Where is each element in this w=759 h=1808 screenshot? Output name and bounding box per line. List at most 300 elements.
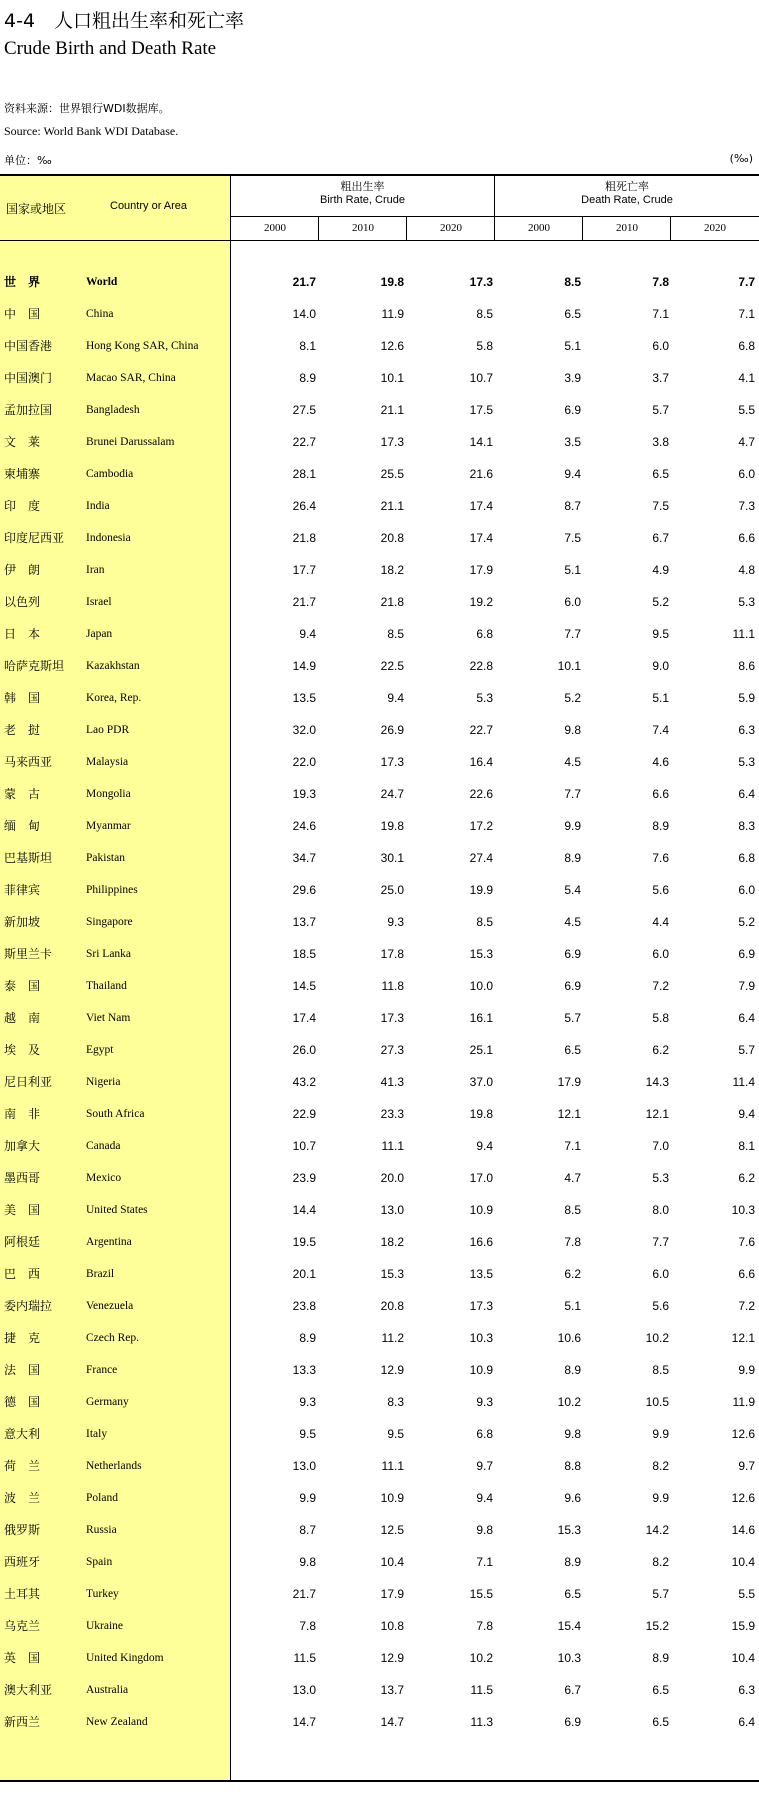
death-rate-cell: 6.4 (738, 1715, 755, 1729)
death-rate-cell: 6.7 (564, 1683, 581, 1697)
birth-rate-cell: 10.9 (469, 1203, 493, 1217)
country-name-en: Japan (86, 628, 113, 640)
table-row (0, 1226, 759, 1258)
birth-rate-cell: 19.8 (380, 275, 404, 289)
death-rate-cell: 7.1 (564, 1139, 581, 1153)
table-row (0, 1386, 759, 1418)
birth-rate-cell: 16.4 (469, 755, 493, 769)
table-row (0, 554, 759, 586)
birth-rate-cell: 11.5 (470, 1683, 493, 1697)
death-rate-cell: 8.7 (564, 499, 581, 513)
birth-rate-cell: 10.1 (380, 371, 404, 385)
source-note-cn: 资料来源：世界银行WDI数据库。 (4, 102, 170, 115)
death-rate-cell: 6.2 (652, 1043, 669, 1057)
country-name-en: Korea, Rep. (86, 692, 142, 704)
birth-rate-cell: 26.9 (380, 723, 404, 737)
birth-rate-cell: 14.1 (469, 435, 493, 449)
country-name-en: Lao PDR (86, 724, 130, 736)
table-row (0, 1546, 759, 1578)
country-name-en: Indonesia (86, 532, 131, 544)
death-rate-cell: 6.5 (564, 1587, 581, 1601)
birth-rate-cell: 17.7 (292, 563, 316, 577)
table-row (0, 746, 759, 778)
death-rate-cell: 6.7 (652, 531, 669, 545)
birth-rate-cell: 17.3 (380, 1011, 404, 1025)
table-row (0, 1258, 759, 1290)
table-row (0, 1034, 759, 1066)
death-rate-cell: 5.2 (564, 691, 581, 705)
death-rate-cell: 11.4 (732, 1075, 755, 1089)
country-name-en: France (86, 1364, 118, 1376)
birth-rate-cell: 17.3 (380, 755, 404, 769)
death-rate-cell: 7.2 (652, 979, 669, 993)
birth-rate-cell: 11.5 (293, 1651, 316, 1665)
death-rate-cell: 7.0 (652, 1139, 669, 1153)
death-rate-cell: 9.4 (738, 1107, 755, 1121)
birth-rate-cell: 17.3 (469, 1299, 493, 1313)
birth-rate-cell: 21.8 (292, 531, 316, 545)
header-birth-rate-en: Birth Rate, Crude (320, 194, 405, 206)
table-row (0, 906, 759, 938)
death-rate-cell: 9.9 (652, 1427, 669, 1441)
death-rate-cell: 9.0 (652, 659, 669, 673)
death-rate-cell: 7.1 (738, 307, 755, 321)
table-row (0, 1418, 759, 1450)
table-row (0, 1610, 759, 1642)
birth-rate-cell: 11.8 (381, 979, 404, 993)
country-name-en: Mongolia (86, 788, 131, 800)
country-name-cn: 阿根廷 (4, 1235, 41, 1249)
death-rate-cell: 10.4 (731, 1555, 755, 1569)
death-rate-cell: 5.8 (652, 1011, 669, 1025)
death-rate-cell: 9.8 (564, 1427, 581, 1441)
country-name-en: Russia (86, 1524, 117, 1536)
birth-rate-cell: 21.7 (292, 595, 316, 609)
country-name-cn: 新西兰 (4, 1715, 41, 1729)
birth-rate-cell: 12.9 (380, 1651, 404, 1665)
birth-rate-cell: 9.4 (299, 627, 316, 641)
birth-rate-cell: 13.7 (380, 1683, 404, 1697)
death-rate-cell: 11.1 (732, 627, 755, 641)
death-rate-cell: 5.9 (738, 691, 755, 705)
death-rate-cell: 10.5 (645, 1395, 669, 1409)
birth-rate-cell: 20.1 (292, 1267, 316, 1281)
birth-rate-cell: 8.9 (299, 371, 316, 385)
birth-rate-cell: 23.8 (292, 1299, 316, 1313)
country-name-cn: 中国澳门 (4, 371, 53, 385)
country-name-en: Hong Kong SAR, China (86, 340, 199, 352)
birth-rate-cell: 17.4 (469, 499, 493, 513)
birth-rate-cell: 19.3 (292, 787, 316, 801)
birth-rate-cell: 19.5 (292, 1235, 316, 1249)
country-name-cn: 老 挝 (4, 723, 41, 737)
birth-rate-cell: 27.4 (469, 851, 493, 865)
table-row (0, 1578, 759, 1610)
country-name-cn: 以色列 (4, 595, 41, 609)
death-rate-cell: 5.5 (738, 403, 755, 417)
birth-rate-cell: 14.9 (292, 659, 316, 673)
death-rate-cell: 17.9 (557, 1075, 581, 1089)
country-name-cn: 意大利 (4, 1427, 41, 1441)
death-rate-cell: 5.1 (652, 691, 669, 705)
birth-rate-cell: 7.8 (299, 1619, 316, 1633)
death-rate-cell: 7.1 (652, 307, 669, 321)
birth-rate-cell: 8.3 (387, 1395, 404, 1409)
header-birth-rate-cn: 粗出生率 (340, 180, 385, 193)
death-rate-cell: 4.7 (564, 1171, 581, 1185)
death-rate-cell: 6.5 (564, 1043, 581, 1057)
death-rate-cell: 7.5 (652, 499, 669, 513)
death-rate-cell: 14.6 (731, 1523, 755, 1537)
death-rate-cell: 7.6 (652, 851, 669, 865)
birth-rate-cell: 25.1 (469, 1043, 493, 1057)
table-row (0, 650, 759, 682)
unit-label: 单位：‰ (4, 154, 52, 167)
birth-rate-cell: 22.8 (469, 659, 493, 673)
death-rate-cell: 9.6 (564, 1491, 581, 1505)
country-name-cn: 世 界 (4, 275, 41, 289)
death-rate-cell: 8.2 (652, 1555, 669, 1569)
country-name-cn: 柬埔寨 (4, 467, 41, 481)
death-rate-cell: 5.2 (652, 595, 669, 609)
death-rate-cell: 5.1 (564, 1299, 581, 1313)
death-rate-cell: 8.5 (564, 1203, 581, 1217)
birth-rate-cell: 15.3 (380, 1267, 404, 1281)
death-rate-cell: 6.0 (652, 947, 669, 961)
birth-rate-cell: 15.5 (469, 1587, 493, 1601)
birth-rate-cell: 9.3 (387, 915, 404, 929)
table-row (0, 714, 759, 746)
death-rate-cell: 7.7 (564, 627, 581, 641)
birth-rate-cell: 11.1 (381, 1139, 404, 1153)
death-rate-cell: 5.6 (652, 883, 669, 897)
death-rate-cell: 7.6 (738, 1235, 755, 1249)
birth-rate-cell: 19.9 (469, 883, 493, 897)
death-rate-cell: 8.6 (738, 659, 755, 673)
death-rate-cell: 7.7 (652, 1235, 669, 1249)
table-row (0, 970, 759, 1002)
birth-rate-cell: 22.7 (469, 723, 493, 737)
death-rate-cell: 4.6 (652, 755, 669, 769)
header-country-en: Country or Area (110, 200, 188, 212)
table-row (0, 842, 759, 874)
year-header: 2000 (528, 222, 550, 234)
death-rate-cell: 6.3 (738, 723, 755, 737)
country-name-cn: 韩 国 (4, 691, 41, 705)
death-rate-cell: 12.1 (557, 1107, 581, 1121)
death-rate-cell: 5.4 (564, 883, 581, 897)
page-title-en: Crude Birth and Death Rate (4, 38, 217, 59)
country-name-en: Viet Nam (86, 1012, 131, 1024)
birth-rate-cell: 19.8 (469, 1107, 493, 1121)
death-rate-cell: 5.7 (652, 1587, 669, 1601)
birth-rate-cell: 10.4 (380, 1555, 404, 1569)
death-rate-cell: 5.7 (564, 1011, 581, 1025)
birth-rate-cell: 18.5 (292, 947, 316, 961)
death-rate-cell: 12.6 (731, 1427, 755, 1441)
death-rate-cell: 4.5 (564, 915, 581, 929)
birth-rate-cell: 8.5 (476, 307, 493, 321)
birth-rate-cell: 6.8 (476, 627, 493, 641)
death-rate-cell: 9.7 (738, 1459, 755, 1473)
death-rate-cell: 9.9 (564, 819, 581, 833)
death-rate-cell: 6.6 (738, 531, 755, 545)
birth-rate-cell: 27.3 (380, 1043, 404, 1057)
death-rate-cell: 9.5 (652, 627, 669, 641)
birth-rate-cell: 11.9 (381, 307, 404, 321)
death-rate-cell: 5.7 (652, 403, 669, 417)
table-row (0, 618, 759, 650)
table-row (0, 458, 759, 490)
birth-rate-cell: 10.8 (380, 1619, 404, 1633)
death-rate-cell: 4.7 (738, 435, 755, 449)
country-name-en: Cambodia (86, 468, 134, 480)
death-rate-cell: 3.7 (652, 371, 669, 385)
birth-rate-cell: 6.8 (476, 1427, 493, 1441)
birth-rate-cell: 26.0 (292, 1043, 316, 1057)
death-rate-cell: 10.3 (731, 1203, 755, 1217)
birth-rate-cell: 11.3 (470, 1715, 493, 1729)
header-birth-rate (231, 178, 494, 206)
birth-rate-cell: 22.6 (469, 787, 493, 801)
death-rate-cell: 6.6 (738, 1267, 755, 1281)
death-rate-cell: 7.7 (564, 787, 581, 801)
death-rate-cell: 14.2 (645, 1523, 669, 1537)
death-rate-cell: 6.6 (652, 787, 669, 801)
country-name-en: World (86, 276, 118, 288)
death-rate-cell: 5.2 (738, 915, 755, 929)
death-rate-cell: 6.9 (564, 1715, 581, 1729)
table-bottom-rule (0, 1780, 759, 1782)
death-rate-cell: 6.0 (564, 595, 581, 609)
death-rate-cell: 7.4 (652, 723, 669, 737)
birth-rate-cell: 22.9 (292, 1107, 316, 1121)
death-rate-cell: 7.7 (738, 275, 755, 289)
birth-rate-cell: 22.5 (380, 659, 404, 673)
death-rate-cell: 5.3 (738, 595, 755, 609)
unit-label-right: (‰) (729, 152, 753, 165)
birth-rate-cell: 14.7 (292, 1715, 316, 1729)
birth-rate-cell: 7.8 (476, 1619, 493, 1633)
country-name-cn: 中国香港 (4, 339, 53, 353)
country-name-cn: 波 兰 (4, 1491, 41, 1505)
birth-rate-cell: 17.3 (469, 275, 493, 289)
table-row (0, 394, 759, 426)
birth-rate-cell: 9.5 (387, 1427, 404, 1441)
country-name-en: Israel (86, 596, 112, 608)
country-name-en: Poland (86, 1492, 118, 1504)
death-rate-cell: 6.9 (564, 403, 581, 417)
country-name-cn: 缅 甸 (4, 819, 41, 833)
table-row (0, 1354, 759, 1386)
death-rate-cell: 5.3 (652, 1171, 669, 1185)
table-row (0, 1482, 759, 1514)
death-rate-cell: 6.9 (564, 947, 581, 961)
birth-rate-cell: 17.3 (380, 435, 404, 449)
table-row (0, 1322, 759, 1354)
header-death-rate-cn: 粗死亡率 (605, 180, 649, 193)
death-rate-cell: 4.4 (652, 915, 669, 929)
birth-rate-cell: 27.5 (292, 403, 316, 417)
table-row (0, 362, 759, 394)
country-name-en: Iran (86, 564, 105, 576)
table-row (0, 874, 759, 906)
birth-rate-cell: 13.0 (380, 1203, 404, 1217)
death-rate-cell: 5.7 (738, 1043, 755, 1057)
country-name-cn: 泰 国 (4, 979, 41, 993)
source-note-en: Source: World Bank WDI Database. (4, 124, 179, 138)
country-name-en: Argentina (86, 1236, 132, 1248)
birth-rate-cell: 20.8 (380, 1299, 404, 1313)
table-row (0, 1066, 759, 1098)
birth-rate-cell: 21.7 (292, 275, 316, 289)
year-header: 2000 (264, 222, 286, 234)
death-rate-cell: 6.0 (738, 467, 755, 481)
country-name-cn: 土耳其 (4, 1587, 41, 1601)
country-name-cn: 乌克兰 (4, 1619, 41, 1633)
country-name-cn: 伊 朗 (4, 563, 41, 577)
birth-rate-cell: 19.8 (380, 819, 404, 833)
birth-rate-cell: 14.7 (380, 1715, 404, 1729)
page-title-cn: 4-4 人口粗出生率和死亡率 (4, 10, 245, 32)
death-rate-cell: 6.0 (652, 1267, 669, 1281)
country-name-en: Sri Lanka (86, 948, 132, 960)
country-name-cn: 荷 兰 (4, 1459, 41, 1473)
country-name-cn: 越 南 (4, 1011, 41, 1025)
country-name-en: Venezuela (86, 1300, 134, 1312)
birth-rate-cell: 9.4 (476, 1491, 493, 1505)
country-name-en: Italy (86, 1428, 108, 1440)
table-row (0, 586, 759, 618)
birth-rate-cell: 5.8 (476, 339, 493, 353)
table-row (0, 938, 759, 970)
death-rate-cell: 5.1 (564, 339, 581, 353)
birth-rate-cell: 23.3 (380, 1107, 404, 1121)
birth-rate-cell: 9.8 (299, 1555, 316, 1569)
death-rate-cell: 3.5 (564, 435, 581, 449)
country-name-cn: 斯里兰卡 (4, 947, 53, 961)
birth-rate-cell: 10.3 (469, 1331, 493, 1345)
country-name-cn: 文 莱 (4, 435, 41, 449)
birth-rate-cell: 8.7 (299, 1523, 316, 1537)
country-name-en: New Zealand (86, 1716, 148, 1728)
table-row (0, 298, 759, 330)
birth-rate-cell: 9.3 (299, 1395, 316, 1409)
death-rate-cell: 3.8 (652, 435, 669, 449)
birth-rate-cell: 10.9 (469, 1363, 493, 1377)
birth-rate-cell: 28.1 (292, 467, 316, 481)
death-rate-cell: 3.9 (564, 371, 581, 385)
death-rate-cell: 10.1 (557, 659, 581, 673)
table-row (0, 490, 759, 522)
birth-rate-cell: 10.7 (292, 1139, 316, 1153)
table-row (0, 522, 759, 554)
data-table (0, 174, 759, 1782)
country-name-en: Nigeria (86, 1076, 121, 1088)
death-rate-cell: 7.8 (652, 275, 669, 289)
death-rate-cell: 8.9 (564, 1555, 581, 1569)
death-rate-cell: 11.9 (732, 1395, 755, 1409)
country-name-en: Philippines (86, 884, 138, 896)
birth-rate-cell: 24.7 (380, 787, 404, 801)
country-name-cn: 巴基斯坦 (4, 851, 53, 865)
death-rate-cell: 15.2 (645, 1619, 669, 1633)
country-name-en: Brunei Darussalam (86, 436, 175, 448)
birth-rate-cell: 21.1 (380, 499, 404, 513)
death-rate-cell: 12.1 (645, 1107, 669, 1121)
death-rate-cell: 10.2 (557, 1395, 581, 1409)
death-rate-cell: 9.4 (564, 467, 581, 481)
country-name-en: Myanmar (86, 820, 131, 832)
table-row (0, 1450, 759, 1482)
death-rate-cell: 4.9 (652, 563, 669, 577)
country-name-cn: 孟加拉国 (4, 403, 53, 417)
death-rate-cell: 6.3 (738, 1683, 755, 1697)
death-rate-cell: 8.5 (564, 275, 581, 289)
table-row (0, 1162, 759, 1194)
year-header: 2010 (352, 222, 374, 234)
birth-rate-cell: 12.9 (380, 1363, 404, 1377)
death-rate-cell: 8.9 (564, 851, 581, 865)
death-rate-cell: 7.5 (564, 531, 581, 545)
country-name-cn: 哈萨克斯坦 (4, 659, 65, 673)
table-row (0, 1514, 759, 1546)
birth-rate-cell: 12.6 (380, 339, 404, 353)
birth-rate-cell: 14.5 (292, 979, 316, 993)
table-row (0, 1194, 759, 1226)
country-name-cn: 加拿大 (4, 1139, 41, 1153)
header-bottom-rule (0, 240, 759, 241)
death-rate-cell: 8.3 (738, 819, 755, 833)
country-name-en: China (86, 308, 114, 320)
birth-rate-cell: 9.8 (476, 1523, 493, 1537)
country-name-cn: 日 本 (4, 627, 41, 641)
birth-rate-cell: 32.0 (292, 723, 316, 737)
birth-rate-cell: 21.7 (292, 1587, 316, 1601)
birth-rate-cell: 14.0 (292, 307, 316, 321)
birth-rate-cell: 8.5 (387, 627, 404, 641)
country-name-en: Germany (86, 1396, 129, 1408)
birth-rate-cell: 16.6 (469, 1235, 493, 1249)
death-rate-cell: 4.8 (738, 563, 755, 577)
death-rate-cell: 5.6 (652, 1299, 669, 1313)
birth-rate-cell: 13.0 (292, 1683, 316, 1697)
death-rate-cell: 4.1 (738, 371, 755, 385)
death-rate-cell: 10.2 (645, 1331, 669, 1345)
birth-rate-cell: 13.0 (292, 1459, 316, 1473)
country-name-cn: 法 国 (4, 1363, 41, 1377)
birth-rate-cell: 9.3 (476, 1395, 493, 1409)
birth-rate-cell: 10.0 (469, 979, 493, 993)
birth-rate-cell: 18.2 (380, 1235, 404, 1249)
death-rate-cell: 8.8 (564, 1459, 581, 1473)
birth-rate-cell: 17.4 (292, 1011, 316, 1025)
country-name-cn: 英 国 (4, 1651, 41, 1665)
country-name-cn: 澳大利亚 (4, 1683, 53, 1697)
death-rate-cell: 10.6 (557, 1331, 581, 1345)
birth-rate-cell: 25.0 (380, 883, 404, 897)
country-name-en: Malaysia (86, 756, 129, 768)
country-name-cn: 巴 西 (4, 1267, 41, 1281)
country-name-en: Canada (86, 1140, 121, 1152)
header-country-cn: 国家或地区 (6, 202, 67, 216)
birth-rate-cell: 20.0 (380, 1171, 404, 1185)
table-row (0, 330, 759, 362)
birth-rate-cell: 9.4 (387, 691, 404, 705)
birth-rate-cell: 34.7 (292, 851, 316, 865)
country-name-cn: 马来西亚 (4, 755, 53, 769)
death-rate-cell: 8.1 (738, 1139, 755, 1153)
